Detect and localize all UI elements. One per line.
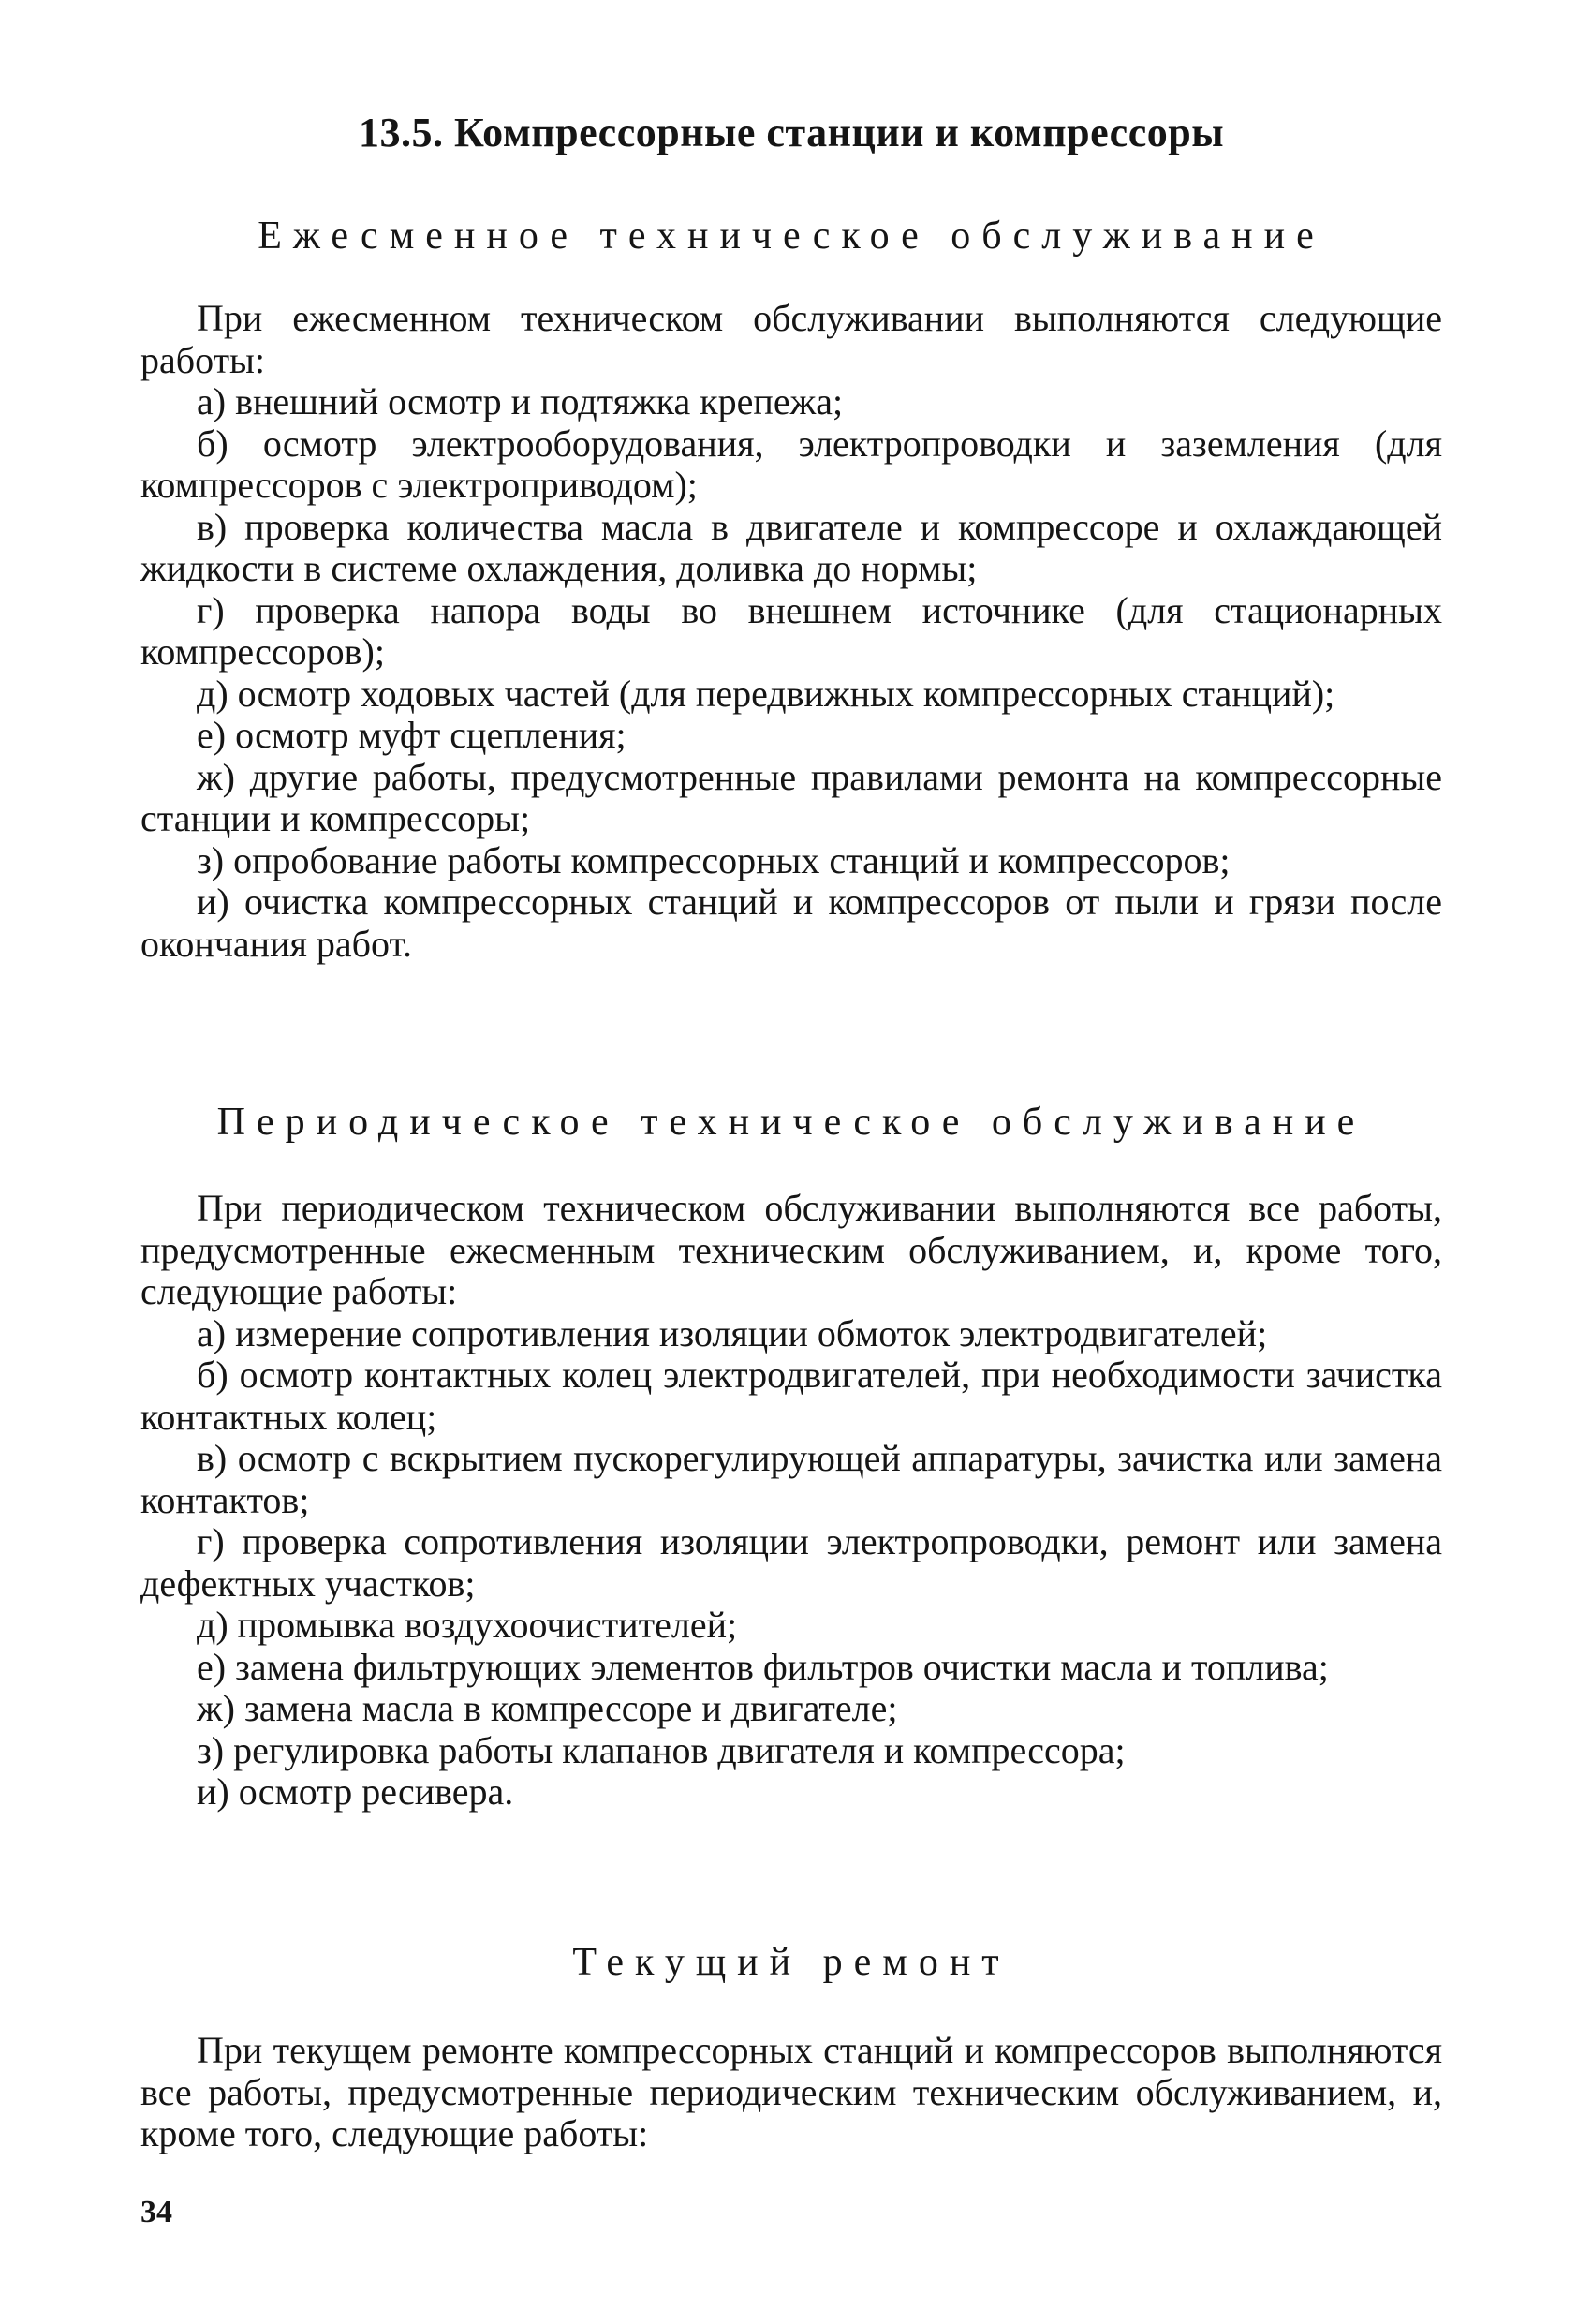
daily-item: и) очистка компрессорных станций и компрессоров от пыли и грязи после окончания работ. [140, 881, 1442, 965]
periodic-item: г) проверка сопротивления изоляции электропроводки, ремонт или замена дефектных участков; [140, 1520, 1442, 1605]
periodic-item: е) замена фильтрующих элементов фильтров очистки масла и топлива; [197, 1645, 1329, 1688]
current-repair-heading: Текущий ремонт [572, 1941, 1010, 1984]
periodic-item: з) регулировка работы клапанов двигателя и компрессора; [197, 1728, 1126, 1771]
current-repair-section [140, 2030, 1442, 2155]
daily-item: в) проверка количества масла в двигателе и компрессоре и охлаждающей жидкости в системе охлаждения, доливка до нормы; [140, 505, 1442, 589]
daily-item: б) осмотр электрооборудования, электропроводки и заземления (для компрессоров с электроприводом); [140, 422, 1442, 506]
periodic-item: ж) замена масла в компрессоре и двигателе; [197, 1687, 898, 1729]
daily-item: д) осмотр ходовых частей (для передвижных компрессорных станций); [197, 672, 1335, 715]
periodic-maintenance-heading: Периодическое техническое обслуживание [216, 1101, 1366, 1144]
daily-item: а) внешний осмотр и подтяжка крепежа; [197, 380, 844, 422]
daily-item: ж) другие работы, предусмотренные правилами ремонта на компрессорные станции и компрессоры; [140, 755, 1442, 839]
periodic-item: д) промывка воздухоочистителей; [197, 1604, 738, 1646]
daily-item: з) опробование работы компрессорных станций и компрессоров; [197, 838, 1231, 881]
daily-intro-paragraph: При ежесменном техническом обслуживании выполняются следующие работы: [140, 297, 1442, 381]
document-page [140, 0, 1442, 2324]
daily-item: г) проверка напора воды во внешнем источнике (для стационарных компрессоров); [140, 588, 1442, 673]
periodic-maintenance-section [140, 1188, 1442, 1813]
daily-maintenance-section [140, 298, 1442, 965]
periodic-item: в) осмотр с вскрытием пускорегулирующей аппаратуры, зачистка или замена контактов; [140, 1437, 1442, 1521]
section-title: 13.5. Компрессорные станции и компрессоры [358, 110, 1225, 155]
daily-item: е) осмотр муфт сцепления; [197, 714, 626, 756]
daily-maintenance-heading: Ежесменное техническое обслуживание [258, 215, 1325, 258]
page-number: 34 [140, 2195, 172, 2229]
current-repair-intro-paragraph: При текущем ремонте компрессорных станций и компрессоров выполняются все работы, предусмотренные периодическим техническим обслуживанием, и, кроме того, следующие работы: [140, 2029, 1442, 2154]
periodic-item: б) осмотр контактных колец электродвигателей, при необходимости зачистка контактных колец; [140, 1354, 1442, 1438]
periodic-intro-paragraph: При периодическом техническом обслуживании выполняются все работы, предусмотренные ежесменным техническим обслуживанием, и, кроме того, следующие работы: [140, 1187, 1442, 1312]
periodic-item: а) измерение сопротивления изоляции обмоток электродвигателей; [197, 1311, 1268, 1354]
periodic-item: и) осмотр ресивера. [197, 1770, 514, 1813]
